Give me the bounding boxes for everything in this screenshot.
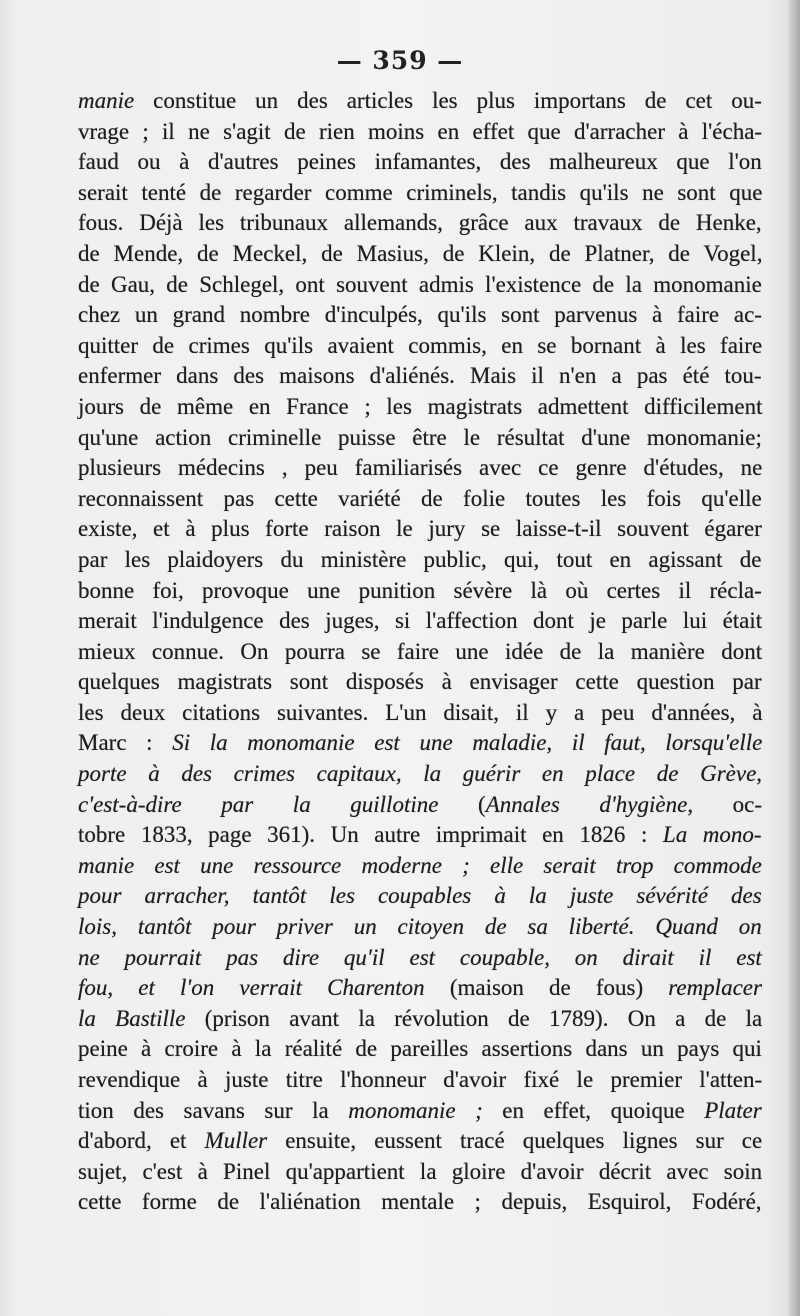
- italic-text: la Bastille: [78, 1005, 186, 1031]
- text-run: merait l'indulgence des juges, si l'affection dont je parle lui était: [78, 608, 763, 634]
- italic-text: Plater: [704, 1097, 762, 1123]
- italic-text: lois, tantôt pour priver un citoyen de sa liberté. Quand on: [78, 914, 762, 940]
- text-run: jours de même en France ; les magistrats admettent difficilement: [78, 393, 763, 419]
- text-line: [78, 270, 762, 301]
- text-line: [78, 759, 762, 790]
- text-line: [78, 484, 762, 515]
- text-line: [78, 1126, 762, 1157]
- text-line: [78, 790, 762, 821]
- text-run: existe, et à plus forte raison le jury se laisse-t-il souvent égarer: [78, 516, 762, 542]
- text-run: mieux connue. On pourra se faire une idée de la manière dont: [78, 638, 763, 664]
- text-run: plusieurs médecins , peu familiarisés avec ce genre d'études, ne: [78, 455, 763, 481]
- text-run: , oc-: [687, 791, 763, 817]
- text-run: Marc :: [78, 730, 173, 756]
- text-line: [78, 943, 762, 974]
- text-run: vrage ; il ne s'agit de rien moins en effet que d'arracher à l'écha-: [78, 118, 763, 144]
- text-line: [78, 1096, 762, 1127]
- text-run: constitue un des articles les plus importans de cet ou-: [134, 88, 762, 113]
- text-run: tion des savans sur la: [78, 1097, 349, 1123]
- text-run: bonne foi, provoque une punition sévère là où certes il récla-: [78, 577, 762, 603]
- text-run: (prison avant la révolution de 1789). On a de la: [185, 1005, 763, 1031]
- italic-text: manie est une ressource moderne ; elle serait trop commode: [78, 852, 762, 878]
- text-line: [78, 331, 762, 362]
- text-line: [78, 208, 762, 239]
- text-run: qu'une action criminelle puisse être le résultat d'une monomanie;: [78, 424, 762, 450]
- text-line: [78, 117, 762, 148]
- italic-text: fou, et l'on verrait Charenton: [78, 975, 425, 1001]
- text-line: [78, 606, 762, 637]
- text-line: [78, 86, 762, 117]
- text-line: [78, 1157, 762, 1188]
- text-line: [78, 1065, 762, 1096]
- text-run: en effet, quoique: [482, 1097, 705, 1123]
- text-run: (: [438, 791, 486, 817]
- text-line: [78, 514, 762, 545]
- text-line: [78, 851, 762, 882]
- text-run: de Gau, de Schlegel, ont souvent admis l'existence de la monomanie: [78, 271, 762, 297]
- text-run: chez un grand nombre d'inculpés, qu'ils sont parvenus à faire ac-: [78, 302, 762, 328]
- text-run: faud ou à d'autres peines infamantes, des malheureux que l'on: [78, 149, 762, 175]
- text-run: ensuite, eussent tracé quelques lignes sur ce: [267, 1128, 763, 1154]
- text-run: fous. Déjà les tribunaux allemands, grâce aux travaux de Henke,: [78, 210, 762, 236]
- italic-text: remplacer: [668, 975, 762, 1001]
- italic-text: Annales d'hygiène: [485, 791, 688, 817]
- text-run: les deux citations suivantes. L'un disait, il y a peu d'années, à: [78, 699, 763, 725]
- text-line: [78, 1187, 762, 1218]
- text-run: reconnaissent pas cette variété de folie toutes les fois qu'elle: [78, 485, 762, 511]
- text-run: quelques magistrats sont disposés à envisager cette question par: [78, 669, 762, 695]
- text-run: quitter de crimes qu'ils avaient commis, en se bornant à les faire: [78, 332, 763, 358]
- italic-text: La mono-: [662, 822, 762, 848]
- text-line: [78, 545, 762, 576]
- page-edge-shadow: [788, 0, 800, 1316]
- text-run: cette forme de l'aliénation mentale ; depuis, Esquirol, Fodéré,: [78, 1189, 762, 1215]
- text-line: [78, 147, 762, 178]
- italic-text: c'est-à-dire par la guillotine: [78, 791, 439, 817]
- text-line: [78, 637, 762, 668]
- italic-text: Muller: [204, 1128, 268, 1154]
- page-number: — 359 —: [336, 46, 464, 75]
- text-line: [78, 300, 762, 331]
- italic-text: pour arracher, tantôt les coupables à la juste sévérité des: [78, 883, 762, 909]
- text-run: sujet, c'est à Pinel qu'appartient la gloire d'avoir décrit avec soin: [78, 1158, 763, 1184]
- text-line: [78, 973, 762, 1004]
- text-run: de Mende, de Meckel, de Masius, de Klein, de Platner, de Vogel,: [78, 240, 763, 266]
- text-line: [78, 698, 762, 729]
- text-run: enfermer dans des maisons d'aliénés. Mais il n'en a pas été tou-: [78, 363, 762, 389]
- text-run: serait tenté de regarder comme criminels, tandis qu'ils ne sont que: [78, 179, 763, 205]
- text-run: d'abord, et: [78, 1128, 205, 1154]
- text-line: [78, 912, 762, 943]
- text-line: [78, 239, 762, 270]
- text-line: [78, 1034, 762, 1065]
- text-line: [78, 576, 762, 607]
- text-line: [78, 1004, 762, 1035]
- text-run: (maison de fous): [424, 975, 669, 1001]
- text-line: [78, 361, 762, 392]
- text-line: [78, 667, 762, 698]
- italic-text: manie: [78, 88, 135, 113]
- italic-text: monomanie ;: [348, 1097, 483, 1123]
- text-run: par les plaidoyers du ministère public, qui, tout en agissant de: [78, 546, 762, 572]
- text-line: [78, 881, 762, 912]
- text-run: peine à croire à la réalité de pareilles assertions dans un pays qui: [78, 1036, 762, 1062]
- body-text: [78, 86, 762, 1218]
- text-line: [78, 453, 762, 484]
- italic-text: porte à des crimes capitaux, la guérir en place de Grève,: [78, 761, 763, 787]
- text-run: tobre 1833, page 361). Un autre imprimait en 1826 :: [78, 822, 663, 848]
- text-run: revendique à juste titre l'honneur d'avoir fixé le premier l'atten-: [78, 1067, 763, 1092]
- italic-text: Si la monomanie est une maladie, il faut, lorsqu'elle: [172, 730, 763, 756]
- text-line: [78, 392, 762, 423]
- text-line: [78, 728, 762, 759]
- text-line: [78, 423, 762, 454]
- text-line: [78, 178, 762, 209]
- text-line: [78, 820, 762, 851]
- italic-text: ne pourrait pas dire qu'il est coupable, on dirait il est: [78, 944, 762, 970]
